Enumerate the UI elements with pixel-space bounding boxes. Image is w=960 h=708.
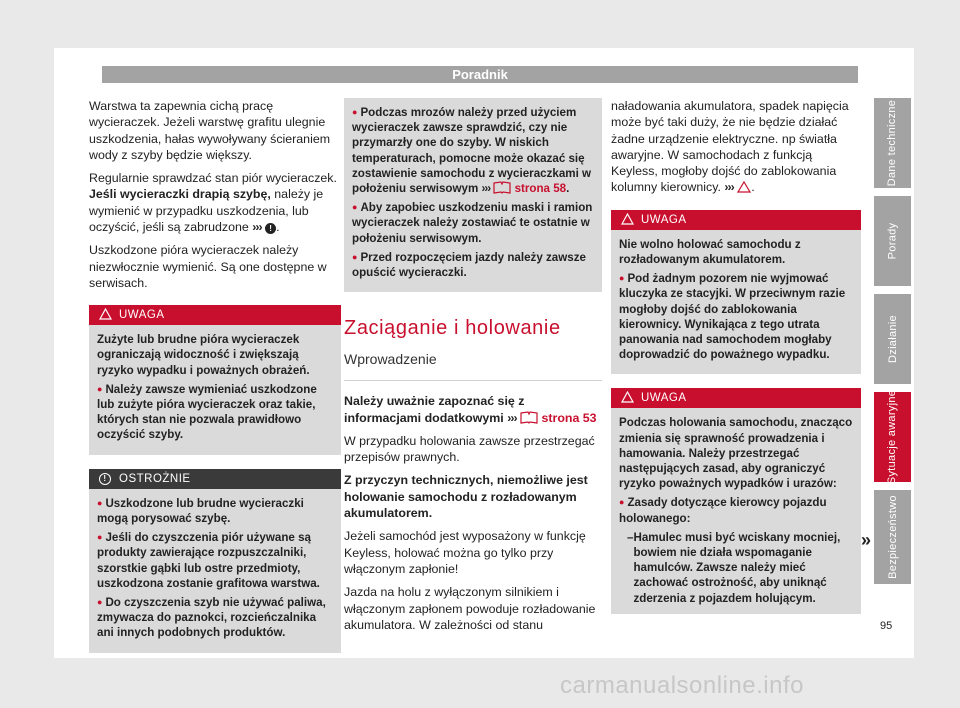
subsection-title: Wprowadzenie bbox=[344, 351, 437, 368]
warning-triangle-icon bbox=[621, 213, 634, 225]
tab-dzialanie[interactable] bbox=[874, 294, 911, 384]
warning-box bbox=[89, 305, 341, 454]
paragraph: Jazda na holu z wyłączonym silnikiem i włączonym zapłonem powoduje rozładowanie akumulatora. W zależności od stanu bbox=[344, 585, 596, 632]
bullet-icon: ● bbox=[97, 532, 103, 543]
warning-triangle-icon bbox=[99, 308, 112, 320]
text: Zasady dotyczące kierowcy pojazdu holowanego: bbox=[619, 496, 827, 525]
reference-arrows[interactable]: ››› bbox=[252, 220, 262, 235]
watermark: carmanualsonline.info bbox=[560, 672, 804, 699]
tab-dane-techniczne[interactable] bbox=[874, 98, 911, 188]
paragraph: Warstwa ta zapewnia cichą pracę wycieraczek. Jeżeli warstwę grafitu ulegnie uszkodzenia, hałas wywoływany ścieraniem wody z szyby będzie większy. bbox=[89, 99, 331, 162]
paragraph bbox=[344, 393, 602, 426]
caution-item bbox=[97, 595, 333, 641]
reference-arrows[interactable]: ››› bbox=[724, 180, 734, 195]
dash-icon: – bbox=[627, 530, 634, 544]
tab-bezpieczenstwo[interactable] bbox=[874, 490, 911, 584]
bullet-icon: ● bbox=[97, 383, 103, 394]
bullet-icon: ● bbox=[619, 497, 625, 508]
bullet-icon: ● bbox=[97, 497, 103, 508]
warning-box bbox=[611, 210, 861, 375]
text: naładowania akumulatora, spadek napięcia może być taki duży, że nie będzie działać żadne urządzenie elektryczne. np światła awaryjne. W samochodach z funkcją Keyless, mogłoby dojść do zablokowania kolumny kierownicy. bbox=[611, 99, 849, 195]
tab-label: Porady bbox=[886, 222, 899, 260]
warning-header bbox=[611, 388, 861, 408]
warning-item bbox=[619, 271, 853, 362]
tab-label: Dane techniczne bbox=[886, 99, 899, 187]
bullet-icon: ● bbox=[352, 251, 358, 262]
bullet-icon: ● bbox=[352, 107, 358, 117]
page-link[interactable]: strona 53 bbox=[541, 410, 597, 425]
paragraph: naładowania akumulatora, spadek napięcia może być taki duży, że nie będzie działać żadne urządzenie elektryczne. np światła awaryjne. W samochodach z funkcją Keyless, mogłoby dojść do zablokowania kolumny kierownicy. ››› . bbox=[611, 99, 849, 195]
bold-text: Z przyczyn technicznych, niemożliwe jest holowanie samochodu z rozładowanym akumulatorem. bbox=[344, 473, 588, 521]
warning-label: UWAGA bbox=[641, 392, 687, 405]
warning-triangle-icon bbox=[621, 391, 634, 403]
warning-text: Zużyte lub brudne pióra wycieraczek ograniczają widoczność i zwiększają ryzyko wypadku i poważnych obrażeń. bbox=[97, 333, 310, 377]
bullet-icon: ● bbox=[619, 273, 625, 284]
continued-warning-box bbox=[344, 98, 602, 292]
warning-item bbox=[619, 495, 853, 525]
tab-porady[interactable] bbox=[874, 196, 911, 286]
section-title: Zaciąganie i holowanie bbox=[344, 317, 561, 340]
warning-label: UWAGA bbox=[641, 213, 687, 226]
paragraph: Regularnie sprawdzać stan piór wycieraczek. Jeśli wycieraczki drapią szybę, należy je wymienić w przypadku uszkodzenia, lub oczyścić, jeśli są zabrudzone ››› ! . bbox=[89, 171, 337, 235]
caution-label: OSTROŻNIE bbox=[119, 472, 191, 485]
column-2 bbox=[344, 98, 602, 640]
warning-item: ● Podczas mrozów należy przed użyciem wycieraczek zawsze sprawdzić, czy nie przymarzły one do szyby. W niskich temperaturach, pomocne może okazać się zostawienie samochodu z wycieraczkami w położeniu serwisowym ››› strona 58. bbox=[352, 106, 592, 196]
reference-arrows[interactable]: ››› bbox=[481, 182, 491, 196]
warning-circle-icon[interactable]: ! bbox=[265, 223, 276, 234]
bold-text: Należy uważnie zapoznać się z informacjami dodatkowymi bbox=[344, 394, 525, 425]
warning-header bbox=[89, 305, 341, 325]
column-1 bbox=[89, 98, 341, 667]
text: należy je wymienić w przypadku uszkodzenia, lub oczyścić, jeśli są zabrudzone bbox=[89, 187, 324, 235]
tab-label: Bezpieczeństwo bbox=[886, 495, 899, 579]
text: Przed rozpoczęciem jazdy należy zawsze opuścić wycieraczki. bbox=[352, 250, 586, 280]
text: Regularnie sprawdzać stan piór wycieraczek. bbox=[89, 171, 337, 186]
warning-box bbox=[611, 388, 861, 613]
exclamation-icon: ! bbox=[99, 473, 111, 485]
warning-header bbox=[611, 210, 861, 230]
continue-arrow-icon: » bbox=[861, 530, 872, 550]
tab-label: Sytuacje awaryjne bbox=[886, 389, 899, 485]
caution-header bbox=[89, 469, 341, 489]
text: Jeśli do czyszczenia piór używane są produkty zawierające rozpuszczalniki, szorstkie gąbki lub ostre przedmioty, uszkodzona zostanie grafitowa warstwa. bbox=[97, 531, 320, 590]
warning-item bbox=[352, 250, 594, 280]
warning-item bbox=[97, 382, 333, 443]
caution-box bbox=[89, 469, 341, 653]
warning-item bbox=[352, 200, 594, 246]
paragraph bbox=[344, 472, 602, 521]
bullet-icon: ● bbox=[352, 202, 358, 213]
paragraph: W przypadku holowania zawsze przestrzegać przepisów prawnych. bbox=[344, 433, 595, 465]
bullet-icon: ● bbox=[97, 596, 103, 607]
page-number: 95 bbox=[880, 620, 893, 632]
text: Podczas mrozów należy przed użyciem wycieraczek zawsze sprawdzić, czy nie przymarzły one do szyby. W niskich temperaturach, pomocne może okazać się zostawienie samochodu z wycieraczkami w położeniu serwisowym bbox=[352, 106, 592, 196]
page-link[interactable]: strona 58 bbox=[514, 182, 567, 196]
text: Hamulec musi być wciskany mocniej, bowiem nie działa wspomaganie hamulców. Zawsze należy mieć zachować ostrożność, aby uniknąć zderzenia z pojazdem holującym. bbox=[633, 530, 841, 605]
caution-item bbox=[97, 530, 333, 591]
warning-text: Podczas holowania samochodu, znacząco zmienia się sprawność prowadzenia i hamowania. Należy przestrzegać następujących zasad, aby ograniczyć ryzyko poważnych wypadków i urazów: bbox=[619, 416, 853, 491]
dash-item bbox=[619, 530, 853, 606]
caution-item bbox=[97, 496, 333, 526]
text: Należy zawsze wymieniać uszkodzone lub zużyte pióra wycieraczek oraz takie, których stan nie pozwala prawidłowo oczyścić szyby. bbox=[97, 382, 317, 442]
book-icon bbox=[520, 411, 538, 424]
page-header: Poradnik bbox=[102, 66, 858, 83]
text: Uszkodzone lub brudne wycieraczki mogą porysować szybę. bbox=[97, 496, 304, 525]
tab-sytuacje-awaryjne[interactable] bbox=[874, 389, 911, 485]
warning-text: Nie wolno holować samochodu z rozładowanym akumulatorem. bbox=[619, 237, 801, 266]
warning-triangle-icon bbox=[737, 181, 751, 193]
divider bbox=[344, 380, 602, 381]
book-icon bbox=[493, 181, 511, 194]
bold-text: Jeśli wycieraczki drapią szybę, bbox=[89, 187, 271, 202]
paragraph: Uszkodzone pióra wycieraczek należy niezwłocznie wymienić. Są one dostępne w serwisach. bbox=[89, 243, 327, 290]
text: Pod żadnym pozorem nie wyjmować kluczyka ze stacyjki. W przeciwnym razie mogłoby dojść do zablokowania kierownicy. Wynikająca z tego utrata panowania nad samochodem mogłaby doprowadzić do poważnego wypadku. bbox=[619, 272, 846, 362]
column-3 bbox=[611, 98, 861, 628]
warning-label: UWAGA bbox=[119, 309, 165, 322]
reference-arrows[interactable]: ››› bbox=[507, 410, 517, 425]
tab-label: Działanie bbox=[886, 315, 899, 363]
paragraph: Jeżeli samochód jest wyposażony w funkcję Keyless, holować można go tylko przy włączonym zapłonie! bbox=[344, 529, 586, 576]
text: Aby zapobiec uszkodzeniu maski i ramion wycieraczek należy zostawiać te ostatnie w położeniu serwisowym. bbox=[352, 201, 593, 245]
text: Do czyszczenia szyb nie używać paliwa, zmywacza do paznokci, rozcieńczalnika ani innych podobnych produktów. bbox=[97, 595, 326, 640]
